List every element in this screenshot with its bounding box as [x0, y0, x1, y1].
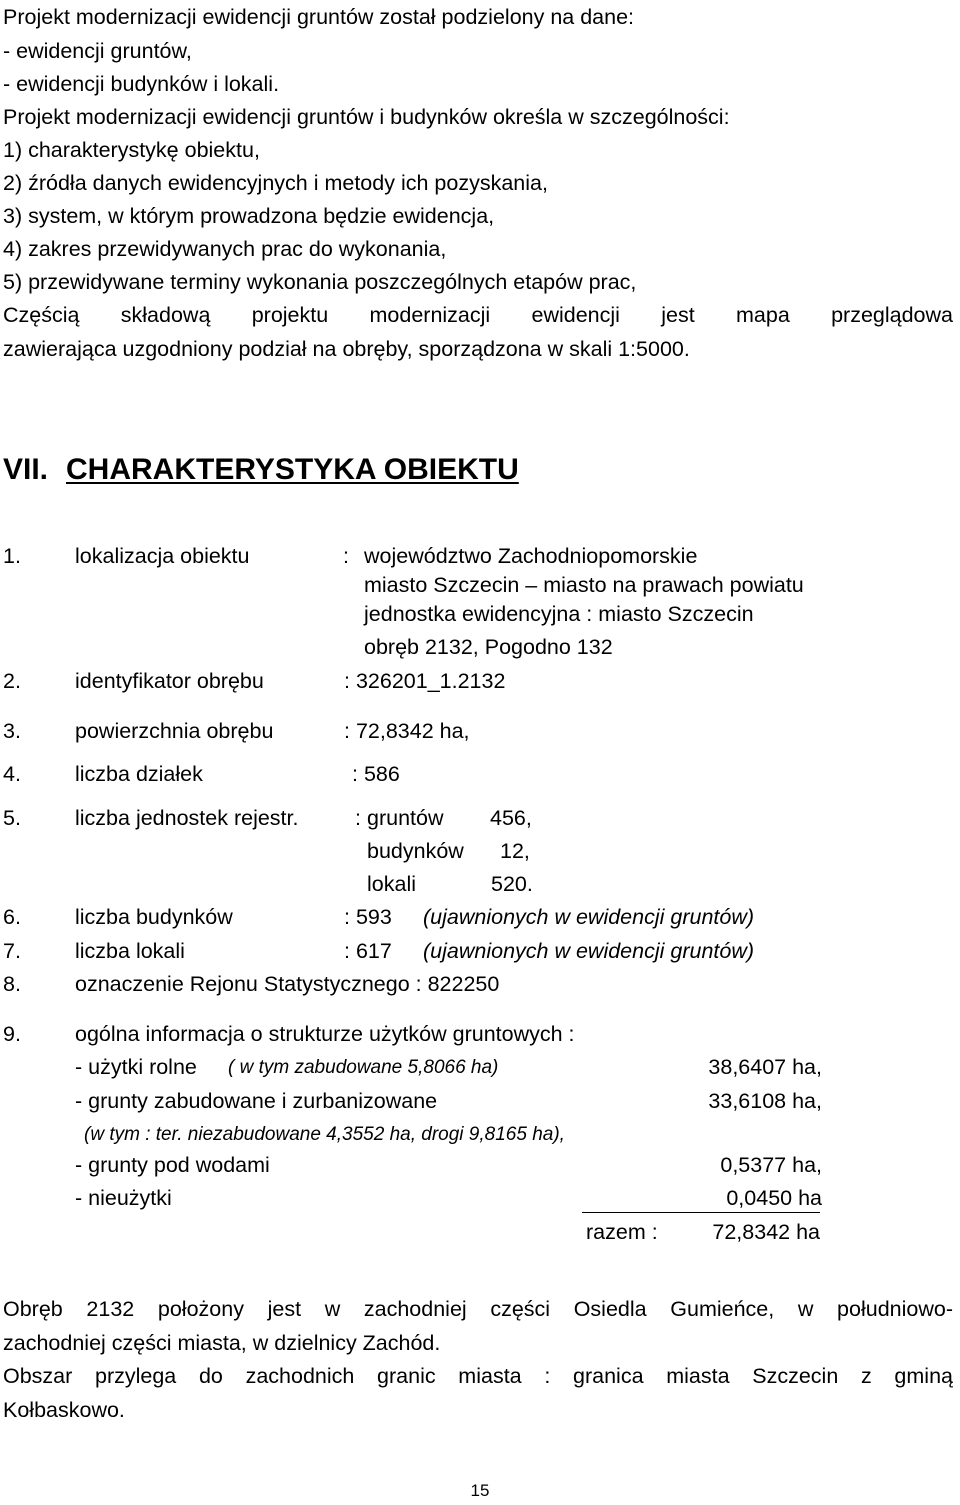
- field-5-grunty-value: 456,: [490, 806, 532, 830]
- land-row-3-label: - grunty pod wodami: [75, 1153, 270, 1177]
- field-6-label: liczba budynków: [75, 905, 233, 929]
- field-3-number: 3.: [3, 719, 21, 743]
- total-value: 72,8342 ha: [712, 1220, 820, 1244]
- field-5-lokale-value: 520.: [491, 872, 533, 896]
- field-5-lokale-label: lokali: [367, 872, 416, 896]
- field-4-number: 4.: [3, 762, 21, 786]
- closing-line-4: Kołbaskowo.: [3, 1398, 125, 1422]
- field-5-budynki-value: 12,: [500, 839, 530, 863]
- field-6-number: 6.: [3, 905, 21, 929]
- field-6-value: : 593: [344, 905, 392, 929]
- field-4-label: liczba działek: [75, 762, 203, 786]
- field-8-label: oznaczenie Rejonu Statystycznego : 822250: [75, 972, 500, 996]
- section-heading: [3, 451, 519, 489]
- section-title: CHARAKTERYSTYKA OBIEKTU: [66, 453, 519, 486]
- intro-paragraph-line-2: zawierająca uzgodniony podział na obręby, sporządzona w skali 1:5000.: [3, 337, 690, 361]
- field-1-label: lokalizacja obiektu: [75, 544, 250, 568]
- field-1-value-4: obręb 2132, Pogodno 132: [364, 635, 613, 659]
- land-row-2-value: 33,6108 ha,: [708, 1089, 822, 1113]
- land-row-4-label: - nieużytki: [75, 1186, 172, 1210]
- field-9-label: ogólna informacja o strukturze użytków gruntowych :: [75, 1022, 575, 1046]
- closing-line-1: Obręb 2132 położony jest w zachodniej części Osiedla Gumieńce, w południowo-: [3, 1297, 953, 1321]
- intro-line-4: Projekt modernizacji ewidencji gruntów i budynków określa w szczególności:: [3, 105, 730, 129]
- field-7-value: : 617: [344, 939, 392, 963]
- land-row-1-note: ( w tym zabudowane 5,8066 ha): [228, 1057, 499, 1078]
- field-9-number: 9.: [3, 1022, 21, 1046]
- land-row-2-note: (w tym : ter. niezabudowane 4,3552 ha, drogi 9,8165 ha),: [84, 1124, 565, 1145]
- land-row-4-value: 0,0450 ha: [726, 1186, 822, 1210]
- land-row-1-value: 38,6407 ha,: [708, 1055, 822, 1079]
- field-2-value: : 326201_1.2132: [344, 669, 506, 693]
- field-5-separator: :: [355, 806, 361, 830]
- field-5-budynki-label: budynków: [367, 839, 464, 863]
- sum-rule: [582, 1212, 820, 1213]
- intro-item: 5) przewidywane terminy wykonania poszczególnych etapów prac,: [3, 270, 637, 294]
- field-1-value-3: jednostka ewidencyjna : miasto Szczecin: [364, 602, 754, 626]
- field-5-grunty-label: gruntów: [367, 806, 444, 830]
- field-7-label: liczba lokali: [75, 939, 185, 963]
- field-7-note: (ujawnionych w ewidencji gruntów): [423, 939, 755, 963]
- field-7-number: 7.: [3, 939, 21, 963]
- page-number: 15: [470, 1481, 490, 1500]
- intro-item: 3) system, w którym prowadzona będzie ewidencja,: [3, 204, 495, 228]
- field-2-label: identyfikator obrębu: [75, 669, 264, 693]
- closing-line-3: Obszar przylega do zachodnich granic miasta : granica miasta Szczecin z gminą: [3, 1364, 953, 1388]
- intro-bullet-2: - ewidencji budynków i lokali.: [3, 72, 280, 96]
- intro-item: 2) źródła danych ewidencyjnych i metody ich pozyskania,: [3, 171, 548, 195]
- intro-paragraph-line-1: Częścią składową projektu modernizacji ewidencji jest mapa przeglądowa: [3, 303, 953, 327]
- land-row-1-label: - użytki rolne: [75, 1055, 197, 1079]
- intro-item: 1) charakterystykę obiektu,: [3, 138, 260, 162]
- closing-line-2: zachodniej części miasta, w dzielnicy Zachód.: [3, 1331, 441, 1355]
- field-3-value: : 72,8342 ha,: [344, 719, 470, 743]
- field-5-number: 5.: [3, 806, 21, 830]
- intro-item: 4) zakres przewidywanych prac do wykonania,: [3, 237, 447, 261]
- field-1-value-2: miasto Szczecin – miasto na prawach powiatu: [364, 573, 804, 597]
- land-row-3-value: 0,5377 ha,: [720, 1153, 822, 1177]
- field-1-separator: :: [343, 544, 349, 568]
- land-row-2-label: - grunty zabudowane i zurbanizowane: [75, 1089, 438, 1113]
- intro-line-1: Projekt modernizacji ewidencji gruntów został podzielony na dane:: [3, 5, 635, 29]
- field-5-label: liczba jednostek rejestr.: [75, 806, 299, 830]
- field-6-note: (ujawnionych w ewidencji gruntów): [423, 905, 755, 929]
- field-3-label: powierzchnia obrębu: [75, 719, 274, 743]
- total-label: razem :: [586, 1220, 658, 1244]
- field-1-value-1: województwo Zachodniopomorskie: [364, 544, 698, 568]
- field-8-number: 8.: [3, 972, 21, 996]
- field-1-number: 1.: [3, 544, 21, 568]
- section-number: VII.: [3, 453, 49, 486]
- field-2-number: 2.: [3, 669, 21, 693]
- field-4-value: : 586: [352, 762, 400, 786]
- intro-bullet-1: - ewidencji gruntów,: [3, 39, 192, 63]
